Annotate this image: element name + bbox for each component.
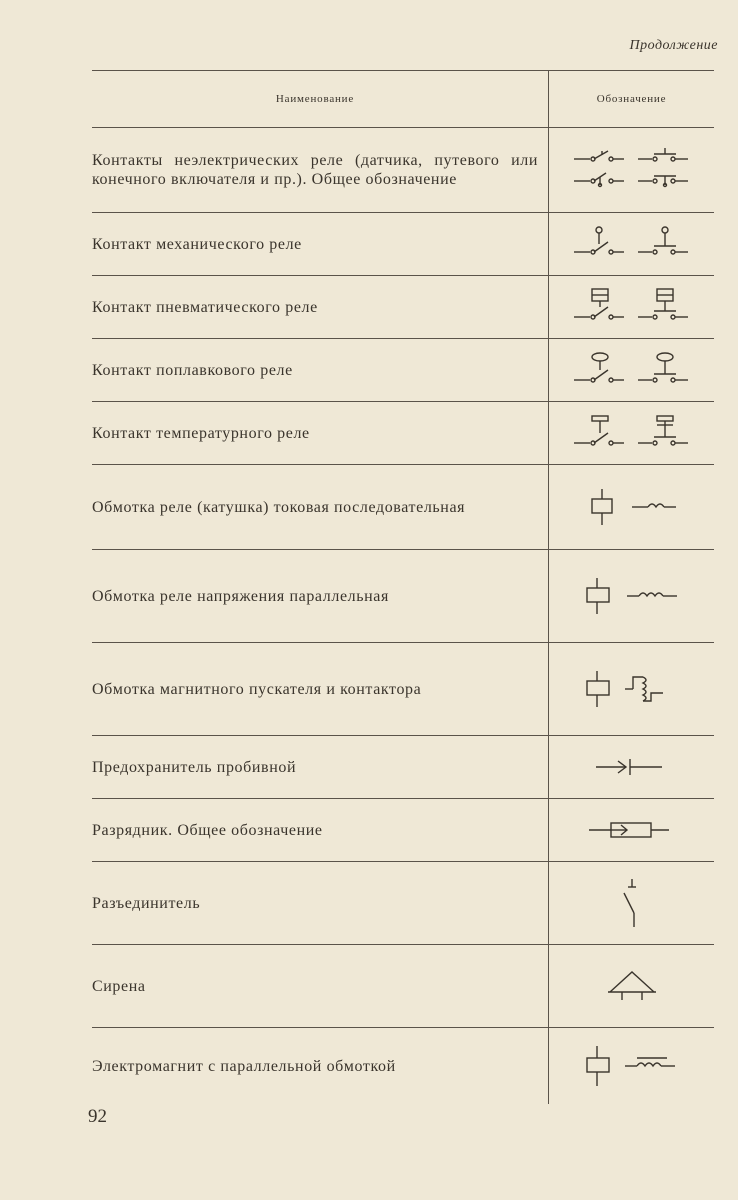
row-name: Электромагнит с параллельной обмоткой [92,1057,396,1075]
row-name: Обмотка реле напряжения параллельная [92,587,389,605]
disconnector-icon [612,877,652,929]
parallel-voltage-coil-icon [577,576,687,616]
table-row [92,339,714,402]
symbols-table [92,70,714,1104]
row-symbol [548,862,714,944]
row-symbol [548,1028,714,1104]
row-symbol [548,276,714,338]
siren-icon [602,966,662,1006]
breakdown-fuse-icon [592,752,672,782]
row-symbol [548,128,714,212]
row-name: Обмотка реле (катушка) токовая последовательная [92,498,466,516]
row-symbol [548,339,714,401]
table-row [92,465,714,550]
row-symbol [548,550,714,642]
row-name: Контакт поплавкового реле [92,361,293,379]
row-name: Контакт температурного реле [92,424,310,442]
table-header-row [92,71,714,128]
table-row [92,128,714,213]
table-row [92,402,714,465]
table-row [92,1028,714,1104]
table-row [92,550,714,643]
row-name: Сирена [92,977,146,995]
row-name: Разъединитель [92,894,201,912]
mechanical-relay-contact-icon [572,224,692,264]
series-current-coil-icon [582,487,682,527]
table-row [92,213,714,276]
row-name: Разрядник. Общее обозначение [92,821,323,839]
row-symbol [548,945,714,1027]
row-name: Обмотка магнитного пускателя и контактора [92,680,422,698]
float-relay-contact-icon [572,350,692,390]
arrester-icon [587,815,677,845]
page-number: 92 [88,1106,107,1127]
temperature-relay-contact-icon [572,413,692,453]
row-name: Контакты неэлектрических реле (датчика, путевого или конечного включателя и пр.). Общее обозначение [92,152,538,188]
table-row [92,276,714,339]
row-symbol [548,402,714,464]
header-symbol: Обозначение [548,71,714,127]
table-row [92,799,714,862]
row-symbol [548,736,714,798]
table-row [92,862,714,945]
row-symbol [548,643,714,735]
row-symbol [548,465,714,549]
row-symbol [548,799,714,861]
row-symbol [548,213,714,275]
row-name: Контакт механического реле [92,235,302,253]
continued-label: Продолжение [629,38,718,53]
table-row [92,643,714,736]
row-name: Предохранитель пробивной [92,758,297,776]
electromagnet-parallel-winding-icon [577,1044,687,1088]
table-row [92,945,714,1028]
header-name: Наименование [275,92,355,105]
row-name: Контакт пневматического реле [92,298,318,316]
pneumatic-relay-contact-icon [572,287,692,327]
table-row [92,736,714,799]
starter-contactor-coil-icon [577,667,687,711]
non-electric-relay-contacts-icon [572,147,692,193]
